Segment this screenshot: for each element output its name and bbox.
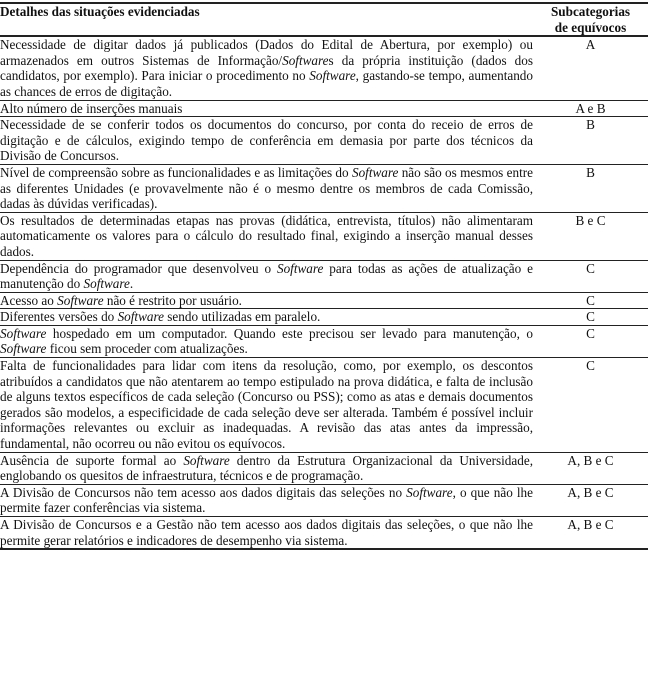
detail-cell: Alto número de inserções manuais <box>0 100 533 117</box>
table-row <box>0 309 648 326</box>
table-row <box>0 517 648 550</box>
table-header-row <box>0 3 648 36</box>
table-row <box>0 484 648 516</box>
detail-cell: Ausência de suporte formal ao Software dentro da Estrutura Organizacional da Universidade, englobando os quesitos de infraestrutura, técnicos e de programação. <box>0 452 534 484</box>
table-row <box>0 452 648 484</box>
detail-cell: Software hospedado em um computador. Quando este precisou ser levado para manutenção, o Software ficou sem proceder com atualizações. <box>0 325 533 357</box>
table-row <box>0 325 648 357</box>
situations-table <box>0 2 648 550</box>
detail-cell: A Divisão de Concursos não tem acesso aos dados digitais das seleções no Software, o que não lhe permite fazer conferências via sistema. <box>0 484 533 516</box>
table-row <box>0 260 648 292</box>
table-row <box>0 292 648 309</box>
table-row <box>0 358 648 453</box>
subcategory-cell: B <box>533 117 648 165</box>
subcategory-cell: A <box>533 36 648 100</box>
header-subcategory-line1: Subcategorias <box>550 4 631 19</box>
detail-cell: Diferentes versões do Software sendo utilizadas em paralelo. <box>0 309 533 326</box>
table-row <box>0 164 648 212</box>
header-subcategory <box>533 3 648 36</box>
subcategory-cell: B e C <box>533 212 648 260</box>
detail-cell: Dependência do programador que desenvolveu o Software para todas as ações de atualização e manutenção do Software. <box>0 260 533 292</box>
table-row <box>0 36 648 100</box>
subcategory-cell: C <box>533 309 648 326</box>
subcategory-cell: A, B e C <box>533 517 648 550</box>
subcategory-cell: A, B e C <box>533 452 648 484</box>
header-details: Detalhes das situações evidenciadas <box>0 3 533 36</box>
detail-cell: Necessidade de digitar dados já publicados (Dados do Edital de Abertura, por exemplo) ou armazenados em outros Sistemas de Informação/Softwares da própria instituição (dados dos candidatos, por exemplo). Para iniciar o procedimento no Software, gastando-se tempo, aumentando as chances de erros de digitação. <box>0 37 533 99</box>
table-row <box>0 212 648 260</box>
subcategory-cell: B <box>533 164 648 212</box>
detail-cell: Nível de compreensão sobre as funcionalidades e as limitações do Software não são os mesmos entre as diferentes Unidades (e provavelmente não é o mesmo dentre os membros de cada Comissão, dadas às dúvidas verificadas). <box>0 164 533 212</box>
detail-cell: Falta de funcionalidades para lidar com itens da resolução, como, por exemplo, os descontos atribuídos a candidatos que não atentarem ao tempo estipulado na prova didática, e falta de inclusão de alguns textos específicos de cada seleção (Concurso ou PSS); como as atas e demais documentos gerados são modelos, a especificidade de cada seleção deve ser alterada. Também é possível incluir informações relevantes ou excluir as inadequadas. A revisão das atas antes da impressão, fundamental, não ocorreu ou não evitou os equívocos. <box>0 358 533 452</box>
subcategory-cell: A e B <box>533 100 648 117</box>
subcategory-cell: A, B e C <box>533 484 648 516</box>
subcategory-cell: C <box>533 325 648 357</box>
header-subcategory-line2: de equívocos <box>554 19 627 35</box>
detail-cell: Necessidade de se conferir todos os documentos do concurso, por conta do receio de erros de digitação e de cálculos, exigindo tempo de conferência em demasia por parte dos técnicos da Divisão de Concursos. <box>0 117 533 164</box>
table-row <box>0 117 648 165</box>
detail-cell: Acesso ao Software não é restrito por usuário. <box>0 292 533 309</box>
detail-cell: A Divisão de Concursos e a Gestão não tem acesso aos dados digitais das seleções, o que não lhe permite gerar relatórios e indicadores de desempenho via sistema. <box>0 517 533 548</box>
detail-cell: Os resultados de determinadas etapas nas provas (didática, entrevista, títulos) não alimentaram automaticamente os valores para o cálculo do resultado final, exigindo a inserção manual desses dados. <box>0 212 533 259</box>
subcategory-cell: C <box>533 358 648 453</box>
subcategory-cell: C <box>533 260 648 292</box>
subcategory-cell: C <box>533 292 648 309</box>
table-row <box>0 100 648 117</box>
